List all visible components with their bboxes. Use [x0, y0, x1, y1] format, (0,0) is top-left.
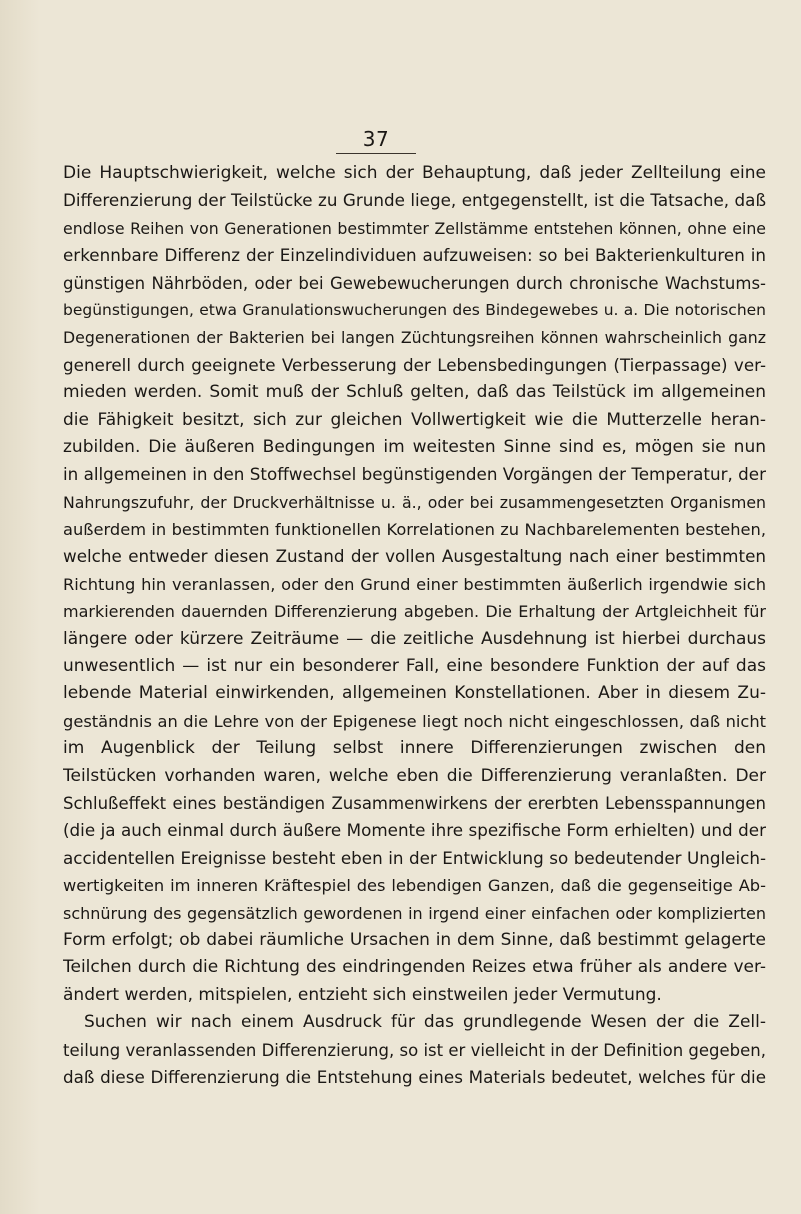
text-line-9: mieden werden. Somit muß der Schluß gelten, daß das Teilstück im allgemeinen	[63, 382, 766, 403]
text-line-17: markierenden dauernden Differenzierung abgeben. Die Erhaltung der Artgleichheit für	[63, 602, 766, 622]
text-line-25: (die ja auch einmal durch äußere Momente ihre spezifische Form erhielten) und der	[63, 820, 766, 841]
text-line-31: ändert werden, mitspielen, entzieht sich einstweilen jeder Vermutung.	[63, 984, 662, 1005]
text-line-5: günstigen Nährböden, oder bei Gewebewucherungen durch chronische Wachstums-	[63, 273, 766, 293]
text-line-19: unwesentlich — ist nur ein besonderer Fall, eine besondere Funktion der auf das	[63, 656, 766, 677]
text-line-18: längere oder kürzere Zeiträume — die zeitliche Ausdehnung ist hierbei durchaus	[63, 628, 766, 649]
page-number: 37	[336, 127, 416, 154]
text-line-8: generell durch geeignete Verbesserung der Lebensbedingungen (Tierpassage) ver-	[63, 354, 766, 375]
text-line-33: teilung veranlassenden Differenzierung, so ist er vielleicht in der Definition gegeben,	[63, 1040, 766, 1060]
text-line-27: wertigkeiten im inneren Kräftespiel des lebendigen Ganzen, daß die gegenseitige Ab-	[63, 876, 766, 896]
body-text	[63, 160, 766, 1091]
text-line-20: lebende Material einwirkenden, allgemeinen Konstellationen. Aber in diesem Zu-	[63, 683, 766, 704]
text-line-16: Richtung hin veranlassen, oder den Grund einer bestimmten äußerlich irgendwie sich	[63, 574, 766, 594]
text-line-3: endlose Reihen von Generationen bestimmter Zellstämme entstehen können, ohne eine	[63, 218, 766, 238]
text-line-11: zubilden. Die äußeren Bedingungen im weitesten Sinne sind es, mögen sie nun	[63, 436, 766, 457]
text-line-1: Die Hauptschwierigkeit, welche sich der Behauptung, daß jeder Zellteilung eine	[63, 163, 766, 183]
text-line-15: welche entweder diesen Zustand der vollen Ausgestaltung nach einer bestimmten	[63, 546, 766, 567]
text-line-34: daß diese Differenzierung die Entstehung eines Materials bedeutet, welches für die	[63, 1066, 766, 1087]
text-line-6: begünstigungen, etwa Granulationswucherungen des Bindegewebes u. a. Die notorischen	[63, 300, 766, 319]
text-line-23: Teilstücken vorhanden waren, welche eben die Differenzierung veranlaßten. Der	[63, 765, 766, 786]
text-line-7: Degenerationen der Bakterien bei langen Züchtungsreihen können wahrscheinlich ganz	[63, 328, 766, 348]
text-line-24: Schlußeffekt eines beständigen Zusammenwirkens der ererbten Lebensspannungen	[63, 793, 766, 813]
text-line-32: Suchen wir nach einem Ausdruck für das grundlegende Wesen der die Zell-	[84, 1012, 766, 1033]
text-line-4: erkennbare Differenz der Einzelindividuen aufzuweisen: so bei Bakterienkulturen in	[63, 245, 766, 266]
text-line-2: Differenzierung der Teilstücke zu Grunde liege, entgegenstellt, ist die Tatsache, daß	[63, 190, 766, 211]
text-line-21: geständnis an die Lehre von der Epigenese liegt noch nicht eingeschlossen, daß nicht	[63, 711, 766, 731]
text-line-10: die Fähigkeit besitzt, sich zur gleichen Vollwertigkeit wie die Mutterzelle heran-	[63, 409, 766, 430]
text-line-30: Teilchen durch die Richtung des eindringenden Reizes etwa früher als andere ver-	[63, 957, 766, 978]
scan-edge-shadow	[0, 0, 40, 1214]
text-line-29: Form erfolgt; ob dabei räumliche Ursachen in dem Sinne, daß bestimmt gelagerte	[63, 929, 766, 950]
text-line-28: schnürung des gegensätzlich gewordenen in irgend einer einfachen oder komplizierten	[63, 903, 766, 923]
text-line-14: außerdem in bestimmten funktionellen Korrelationen zu Nachbarelementen bestehen,	[63, 520, 766, 540]
text-line-13: Nahrungszufuhr, der Druckverhältnisse u. ä., oder bei zusammengesetzten Organismen	[63, 492, 766, 512]
text-line-12: in allgemeinen in den Stoffwechsel begünstigenden Vorgängen der Temperatur, der	[63, 464, 766, 485]
text-line-22: im Augenblick der Teilung selbst innere Differenzierungen zwischen den	[63, 738, 766, 759]
text-line-26: accidentellen Ereignisse besteht eben in der Entwicklung so bedeutender Ungleich-	[63, 847, 766, 868]
